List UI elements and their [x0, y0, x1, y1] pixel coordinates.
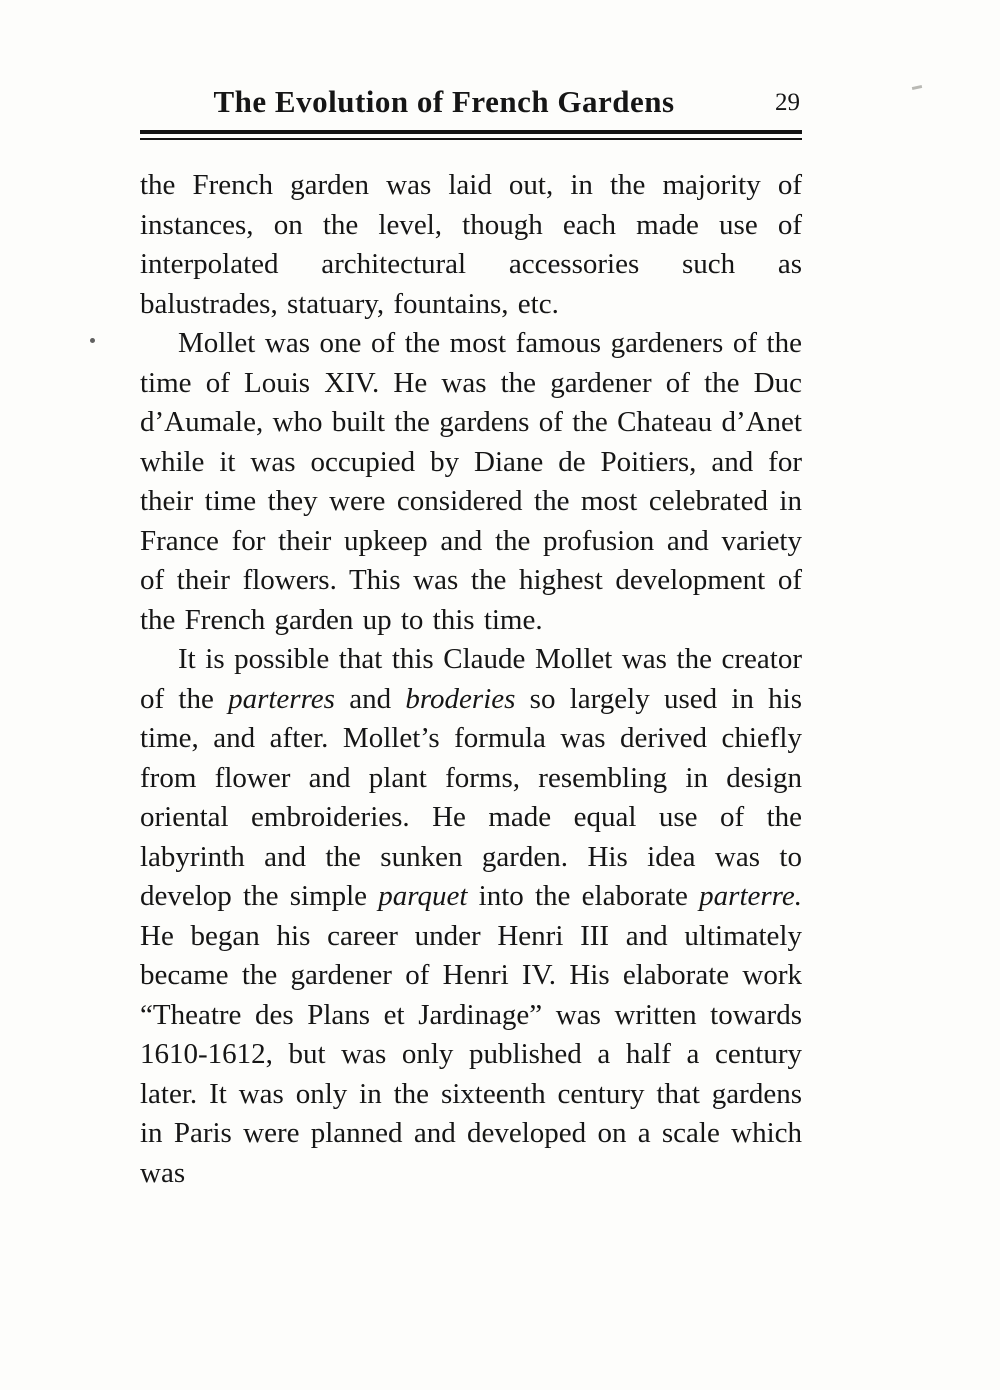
paragraph [140, 324, 802, 640]
scan-artifact [912, 85, 922, 90]
text-run: into the elaborate [467, 880, 700, 912]
text-run: and [334, 682, 406, 715]
text-run: the French garden was laid out, in the majority of instances, on the level, though each made use of interpolated architectural accessories such as balustrades, statuary, fountains, etc. [140, 169, 802, 320]
text-run: He began his career under Henri III and ultimately became the gardener of Henri IV. His elaborate work “Theatre des Plans et Jardinage” was written towards 1610-1612, but was only published a half a century later. It was only in the sixteenth century that gardens in Paris were planned and developed on a scale which was [140, 919, 802, 1189]
page-content [140, 84, 802, 1193]
page-header [140, 84, 802, 128]
paragraph [140, 166, 802, 324]
italic-term: broderies [405, 682, 516, 715]
italic-term: parterre. [699, 880, 802, 912]
italic-term: parterres [228, 682, 335, 715]
italic-term: parquet [378, 880, 468, 912]
header-rule [140, 130, 802, 140]
text-run: It is possible that this Claude Mollet was the creator of the [140, 643, 802, 715]
scan-artifact [90, 338, 95, 343]
page-title: The Evolution of French Gardens [213, 84, 675, 119]
page-number: 29 [775, 89, 800, 116]
page-body [140, 166, 802, 1193]
text-run: so largely used in his time, and after. Mollet’s formula was derived chiefly from flower and plant forms, resembling in design oriental embroideries. He made equal use of the labyrinth and the sunken garden. His idea was to develop the simple [140, 682, 803, 912]
paragraph [140, 640, 802, 1193]
text-run: Mollet was one of the most famous gardeners of the time of Louis XIV. He was the gardener of the Duc d’Aumale, who built the gardens of the Chateau d’Anet while it was occupied by Diane de Poitiers, and for their time they were considered the most celebrated in France for their upkeep and the profusion and variety of their flowers. This was the highest development of the French garden up to this time. [140, 327, 802, 636]
